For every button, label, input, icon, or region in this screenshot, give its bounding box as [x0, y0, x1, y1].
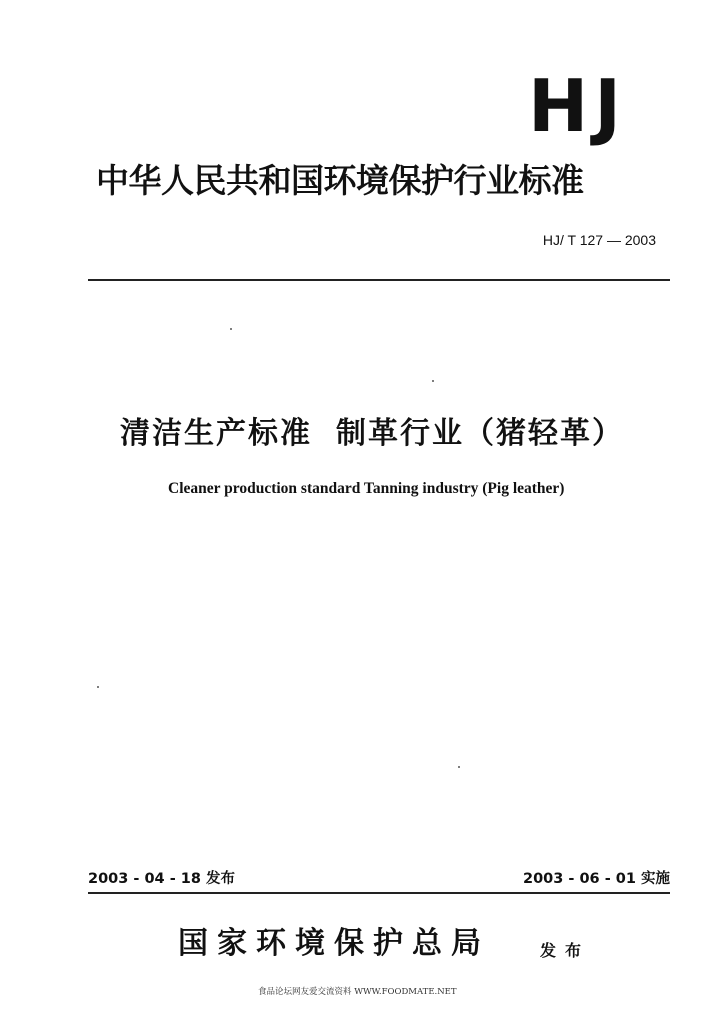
- scan-speck: [230, 328, 232, 330]
- issue-date: 2003 - 04 - 18 发布: [88, 871, 235, 887]
- issuing-authority: 国家环境保护总局: [178, 926, 490, 961]
- scan-speck: [97, 686, 99, 688]
- issue-label: 发布: [540, 941, 591, 960]
- organization-title: 中华人民共和国环境保护行业标准: [96, 161, 584, 200]
- title-chinese-part1: 清洁生产标准: [120, 416, 312, 451]
- document-title-chinese: [120, 412, 660, 456]
- footer-watermark: 食品论坛网友爱交流资料 WWW.FOODMATE.NET: [258, 987, 457, 997]
- standard-code: HJ/ T 127 — 2003: [542, 232, 656, 248]
- top-divider: [88, 279, 670, 281]
- scan-speck: [432, 380, 434, 382]
- document-title-english: Cleaner production standard Tanning industry (Pig leather): [168, 480, 565, 497]
- scan-speck: [458, 766, 460, 768]
- title-chinese-part2: 制革行业（猪轻革）: [336, 416, 624, 451]
- standard-logo: HJ: [528, 64, 628, 148]
- bottom-divider: [88, 892, 670, 894]
- implementation-date: 2003 - 06 - 01 实施: [523, 871, 670, 887]
